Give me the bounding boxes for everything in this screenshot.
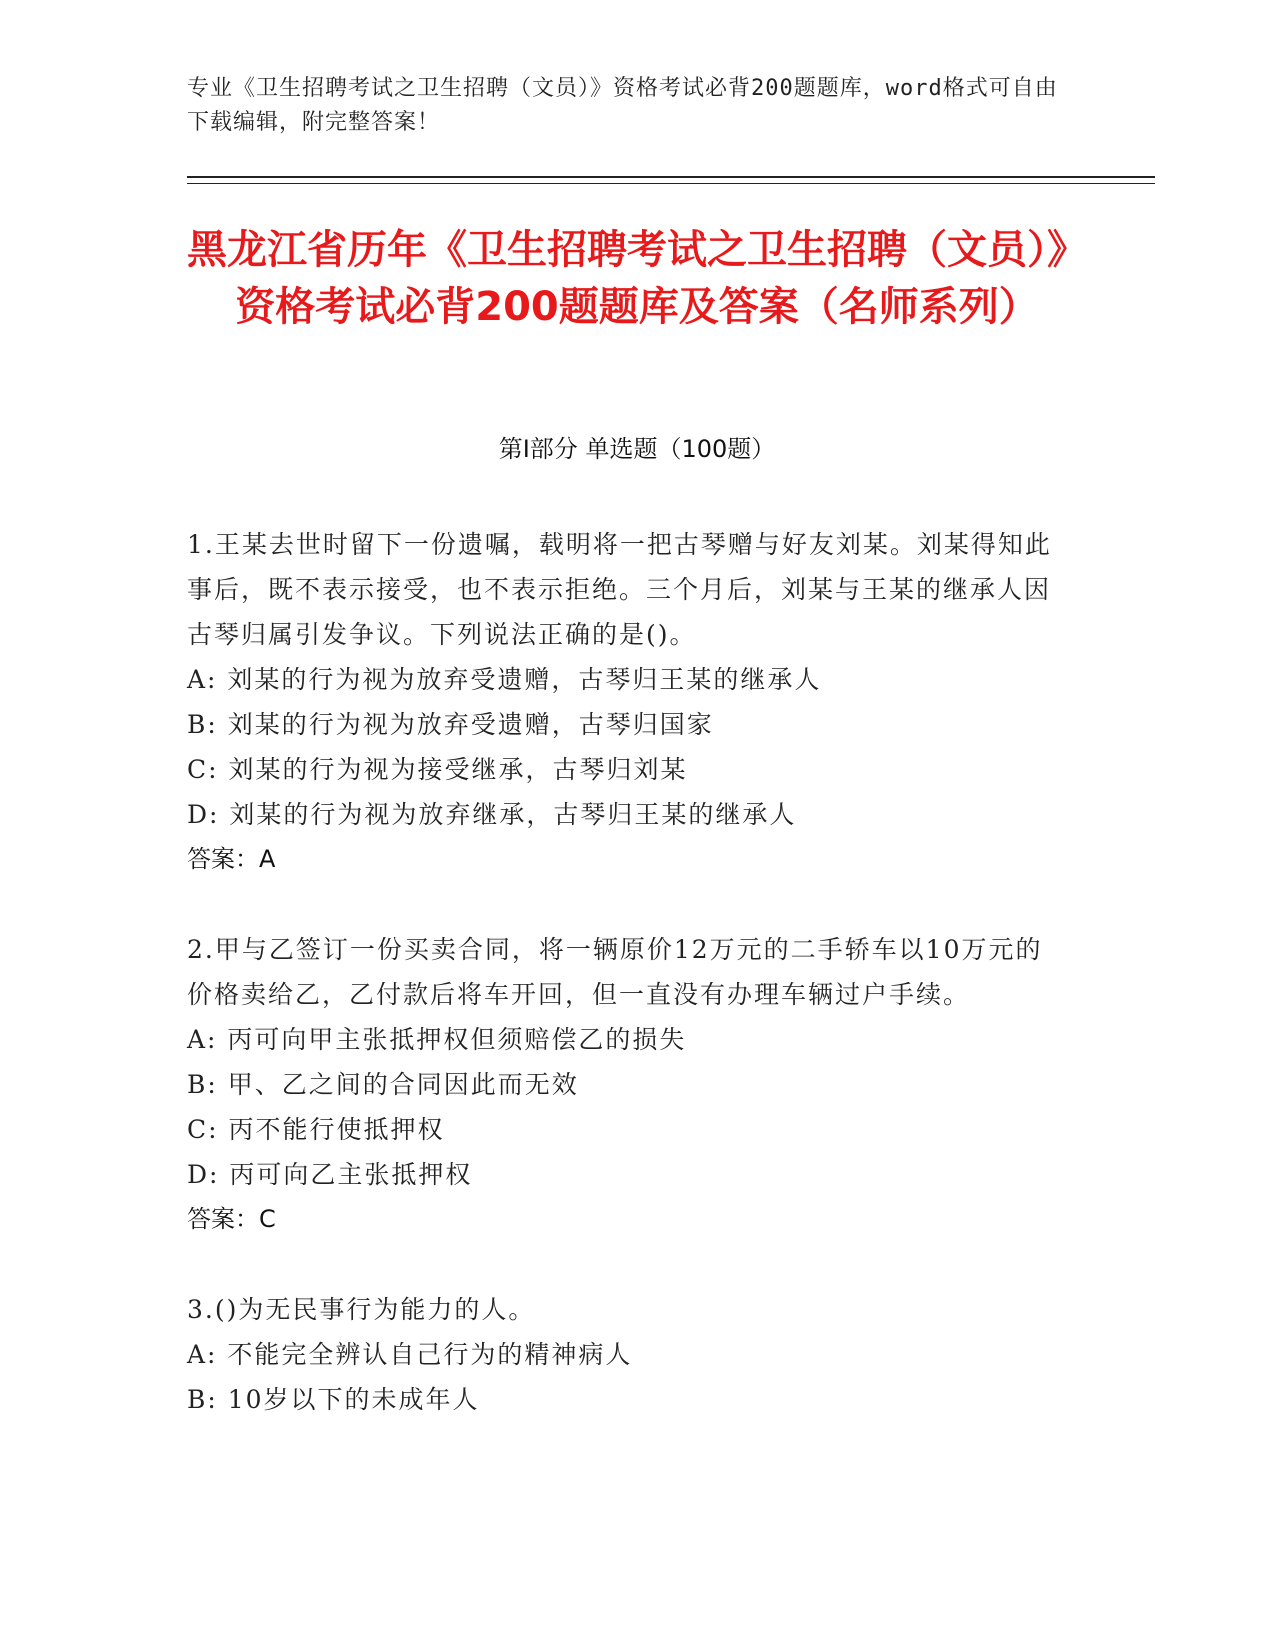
question-stem: 3.()为无民事行为能力的人。 [187,1295,536,1324]
header-note: 专业《卫生招聘考试之卫生招聘（文员）》资格考试必背200题题库，word格式可自由下载编辑，附完整答案！ [187,76,1058,135]
question-1 [187,522,1067,882]
section-heading: 第I部分 单选题（100题） [498,435,776,463]
answer-line: 答案：C [187,1205,276,1233]
option-c: C: 丙不能行使抵押权 [187,1115,445,1144]
option-a: A: 刘某的行为视为放弃受遗赠，古琴归王某的继承人 [187,665,822,694]
option-b: B: 10岁以下的未成年人 [187,1385,480,1414]
question-stem: 2.甲与乙签订一份买卖合同，将一辆原价12万元的二手轿车以10万元的价格卖给乙，乙付款后将车开回，但一直没有办理车辆过户手续。 [187,935,1043,1009]
option-b: B: 刘某的行为视为放弃受遗赠，古琴归国家 [187,710,714,739]
question-stem: 1.王某去世时留下一份遗嘱，载明将一把古琴赠与好友刘某。刘某得知此事后，既不表示接受，也不表示拒绝。三个月后，刘某与王某的继承人因古琴归属引发争议。下列说法正确的是()。 [187,530,1052,649]
document-title: 黑龙江省历年《卫生招聘考试之卫生招聘（文员）》资格考试必背200题题库及答案（名师系列） [187,227,1087,330]
question-3 [187,1287,1067,1422]
header-divider-thin [187,183,1155,184]
question-list [187,522,1067,1467]
answer-line: 答案：A [187,845,276,873]
option-a: A: 丙可向甲主张抵押权但须赔偿乙的损失 [187,1025,687,1054]
header-divider-thick [187,176,1155,178]
question-2 [187,927,1067,1242]
option-b: B: 甲、乙之间的合同因此而无效 [187,1070,579,1099]
option-c: C: 刘某的行为视为接受继承，古琴归刘某 [187,755,688,784]
option-d: D: 刘某的行为视为放弃继承，古琴归王某的继承人 [187,800,797,829]
option-d: D: 丙可向乙主张抵押权 [187,1160,473,1189]
option-a: A: 不能完全辨认自己行为的精神病人 [187,1340,633,1369]
